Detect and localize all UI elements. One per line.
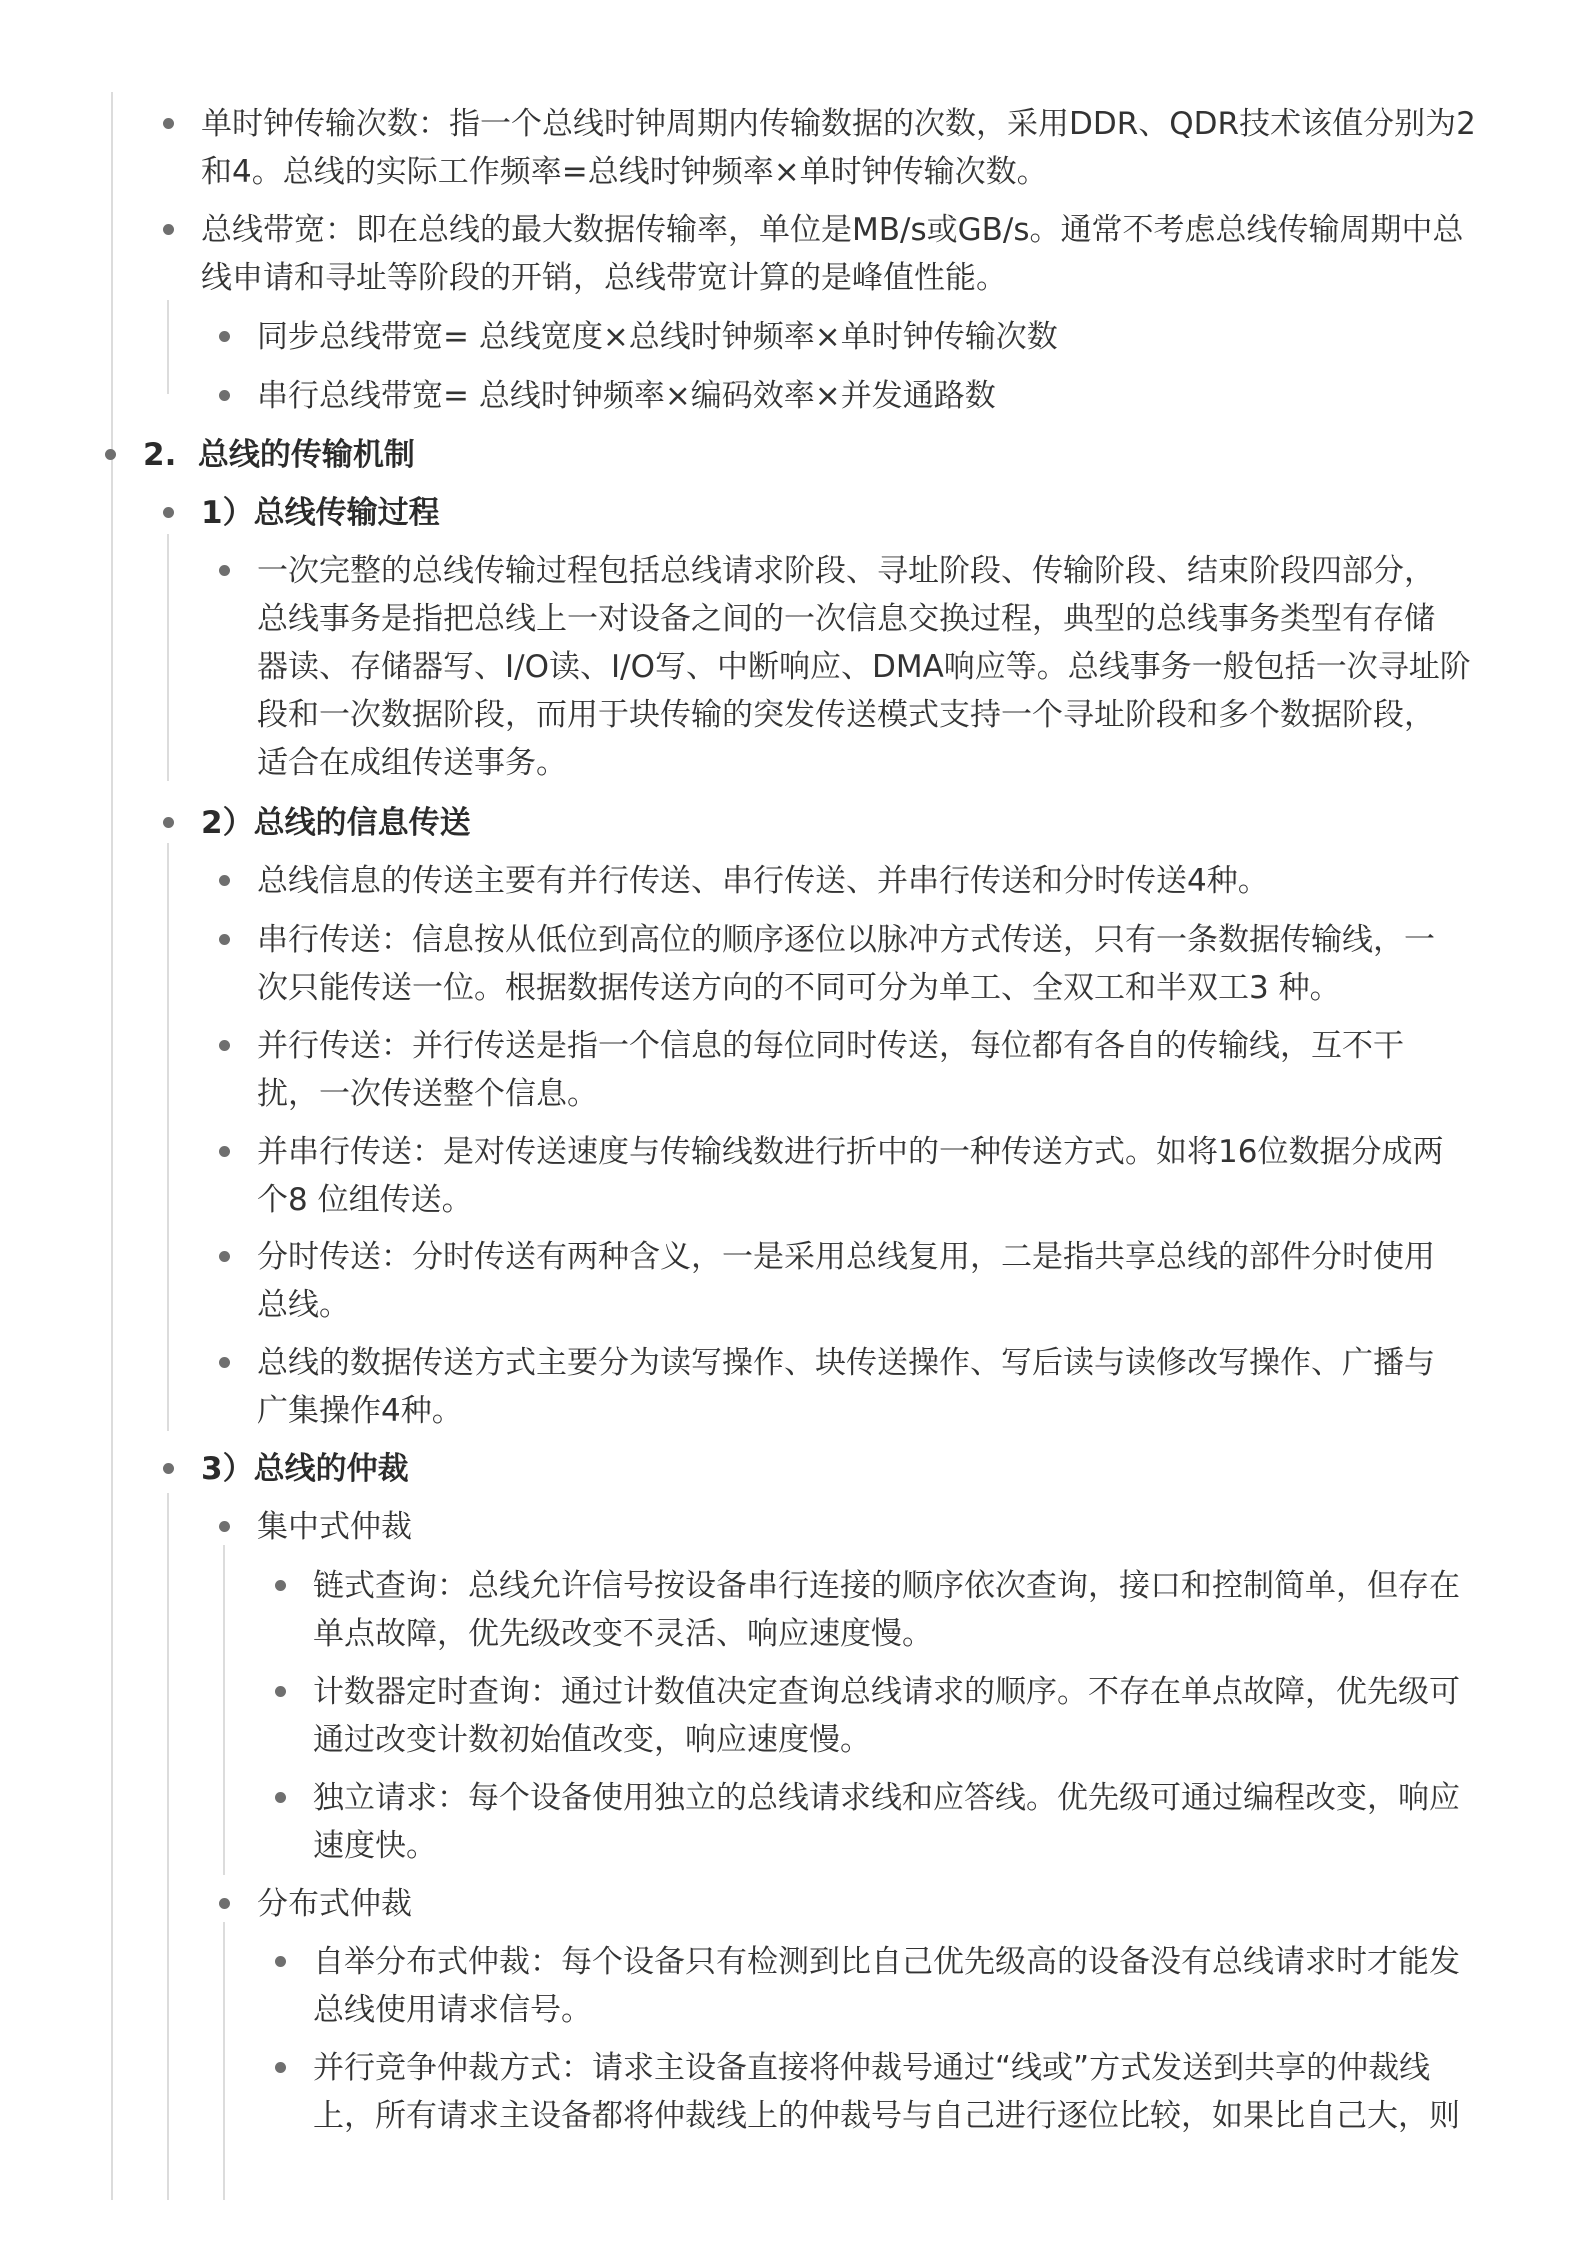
list-item-text: 总线带宽：即在总线的最大数据传输率，单位是MB/s或GB/s。通常不考虑总线传输周期中总: [201, 212, 1464, 248]
list-item-text: 并行传送：并行传送是指一个信息的每位同时传送，每位都有各自的传输线，互不干: [257, 1028, 1404, 1064]
list-item-text: 个8 位组传送。: [257, 1182, 473, 1218]
list-bullet: [275, 1580, 286, 1591]
list-item-text: 总线使用请求信号。: [313, 1992, 592, 2028]
list-bullet: [275, 1686, 286, 1697]
indent-guide-level-2: [167, 1493, 169, 2200]
list-bullet: [163, 817, 174, 828]
list-item-text: 上，所有请求主设备都将仲裁线上的仲裁号与自己进行逐位比较，如果比自己大，则: [313, 2098, 1460, 2134]
list-item-text: 适合在成组传送事务。: [257, 745, 567, 781]
list-item-text: 扰，一次传送整个信息。: [257, 1076, 598, 1112]
list-item-text: 计数器定时查询：通过计数值决定查询总线请求的顺序。不存在单点故障，优先级可: [313, 1674, 1460, 1710]
list-item-text: 总线信息的传送主要有并行传送、串行传送、并串行传送和分时传送4种。: [257, 863, 1269, 899]
list-bullet: [219, 1898, 230, 1909]
list-item-text: 器读、存储器写、I/O读、I/O写、中断响应、DMA响应等。总线事务一般包括一次寻址阶: [257, 649, 1471, 685]
list-bullet: [219, 1251, 230, 1262]
subsection-heading: 3）总线的仲裁: [201, 1451, 409, 1487]
list-bullet: [219, 1146, 230, 1157]
list-item-text: 集中式仲裁: [257, 1509, 412, 1545]
list-bullet: [275, 2062, 286, 2073]
list-item-text: 总线的数据传送方式主要分为读写操作、块传送操作、写后读与读修改写操作、广播与: [257, 1345, 1435, 1381]
list-item-text: 串行传送：信息按从低位到高位的顺序逐位以脉冲方式传送，只有一条数据传输线，一: [257, 922, 1435, 958]
list-item-text: 分布式仲裁: [257, 1886, 412, 1922]
list-bullet: [219, 565, 230, 576]
list-bullet: [105, 449, 116, 460]
list-item-text: 分时传送：分时传送有两种含义，一是采用总线复用，二是指共享总线的部件分时使用: [257, 1239, 1435, 1275]
list-item-text: 独立请求：每个设备使用独立的总线请求线和应答线。优先级可通过编程改变，响应: [313, 1780, 1460, 1816]
list-item-text: 总线。: [257, 1287, 350, 1323]
list-item-text: 单时钟传输次数：指一个总线时钟周期内传输数据的次数，采用DDR、QDR技术该值分别为2: [201, 106, 1476, 142]
list-bullet: [275, 1792, 286, 1803]
list-item-text: 并行竞争仲裁方式：请求主设备直接将仲裁号通过“线或”方式发送到共享的仲裁线: [313, 2050, 1431, 2086]
subsection-heading: 2）总线的信息传送: [201, 805, 471, 841]
list-bullet: [219, 1040, 230, 1051]
list-item-text: 广集操作4种。: [257, 1393, 463, 1429]
list-bullet: [163, 1463, 174, 1474]
list-bullet: [219, 1357, 230, 1368]
list-item-text: 串行总线带宽= 总线时钟频率×编码效率×并发通路数: [257, 378, 996, 414]
list-bullet: [163, 118, 174, 129]
list-item-text: 自举分布式仲裁：每个设备只有检测到比自己优先级高的设备没有总线请求时才能发: [313, 1944, 1460, 1980]
list-bullet: [219, 934, 230, 945]
indent-guide-level-3: [223, 1545, 225, 1875]
list-item-text: 并串行传送：是对传送速度与传输线数进行折中的一种传送方式。如将16位数据分成两: [257, 1134, 1444, 1170]
indent-guide-level-3: [223, 1922, 225, 2200]
indent-guide-level-2: [167, 534, 169, 781]
list-bullet: [219, 875, 230, 886]
section-heading: 2. 总线的传输机制: [143, 437, 415, 473]
indent-guide-level-2: [167, 300, 169, 394]
list-item-text: 次只能传送一位。根据数据传送方向的不同可分为单工、全双工和半双工3 种。: [257, 970, 1341, 1006]
list-bullet: [219, 1521, 230, 1532]
list-item-text: 和4。总线的实际工作频率=总线时钟频率×单时钟传输次数。: [201, 154, 1048, 190]
list-item-text: 一次完整的总线传输过程包括总线请求阶段、寻址阶段、传输阶段、结束阶段四部分，: [257, 553, 1435, 589]
list-bullet: [219, 331, 230, 342]
list-item-text: 速度快。: [313, 1828, 437, 1864]
list-item-text: 链式查询：总线允许信号按设备串行连接的顺序依次查询，接口和控制简单，但存在: [313, 1568, 1460, 1604]
list-item-text: 线申请和寻址等阶段的开销，总线带宽计算的是峰值性能。: [201, 260, 1007, 296]
indent-guide-level-2: [167, 843, 169, 1431]
list-bullet: [163, 224, 174, 235]
list-item-text: 段和一次数据阶段，而用于块传输的突发传送模式支持一个寻址阶段和多个数据阶段，: [257, 697, 1435, 733]
list-bullet: [275, 1956, 286, 1967]
list-item-text: 总线事务是指把总线上一对设备之间的一次信息交换过程，典型的总线事务类型有存储: [257, 601, 1435, 637]
list-item-text: 同步总线带宽= 总线宽度×总线时钟频率×单时钟传输次数: [257, 319, 1058, 355]
list-bullet: [219, 390, 230, 401]
indent-guide-level-2: [111, 480, 113, 2200]
subsection-heading: 1）总线传输过程: [201, 495, 440, 531]
list-item-text: 通过改变计数初始值改变，响应速度慢。: [313, 1722, 871, 1758]
list-item-text: 单点故障，优先级改变不灵活、响应速度慢。: [313, 1616, 933, 1652]
list-bullet: [163, 507, 174, 518]
